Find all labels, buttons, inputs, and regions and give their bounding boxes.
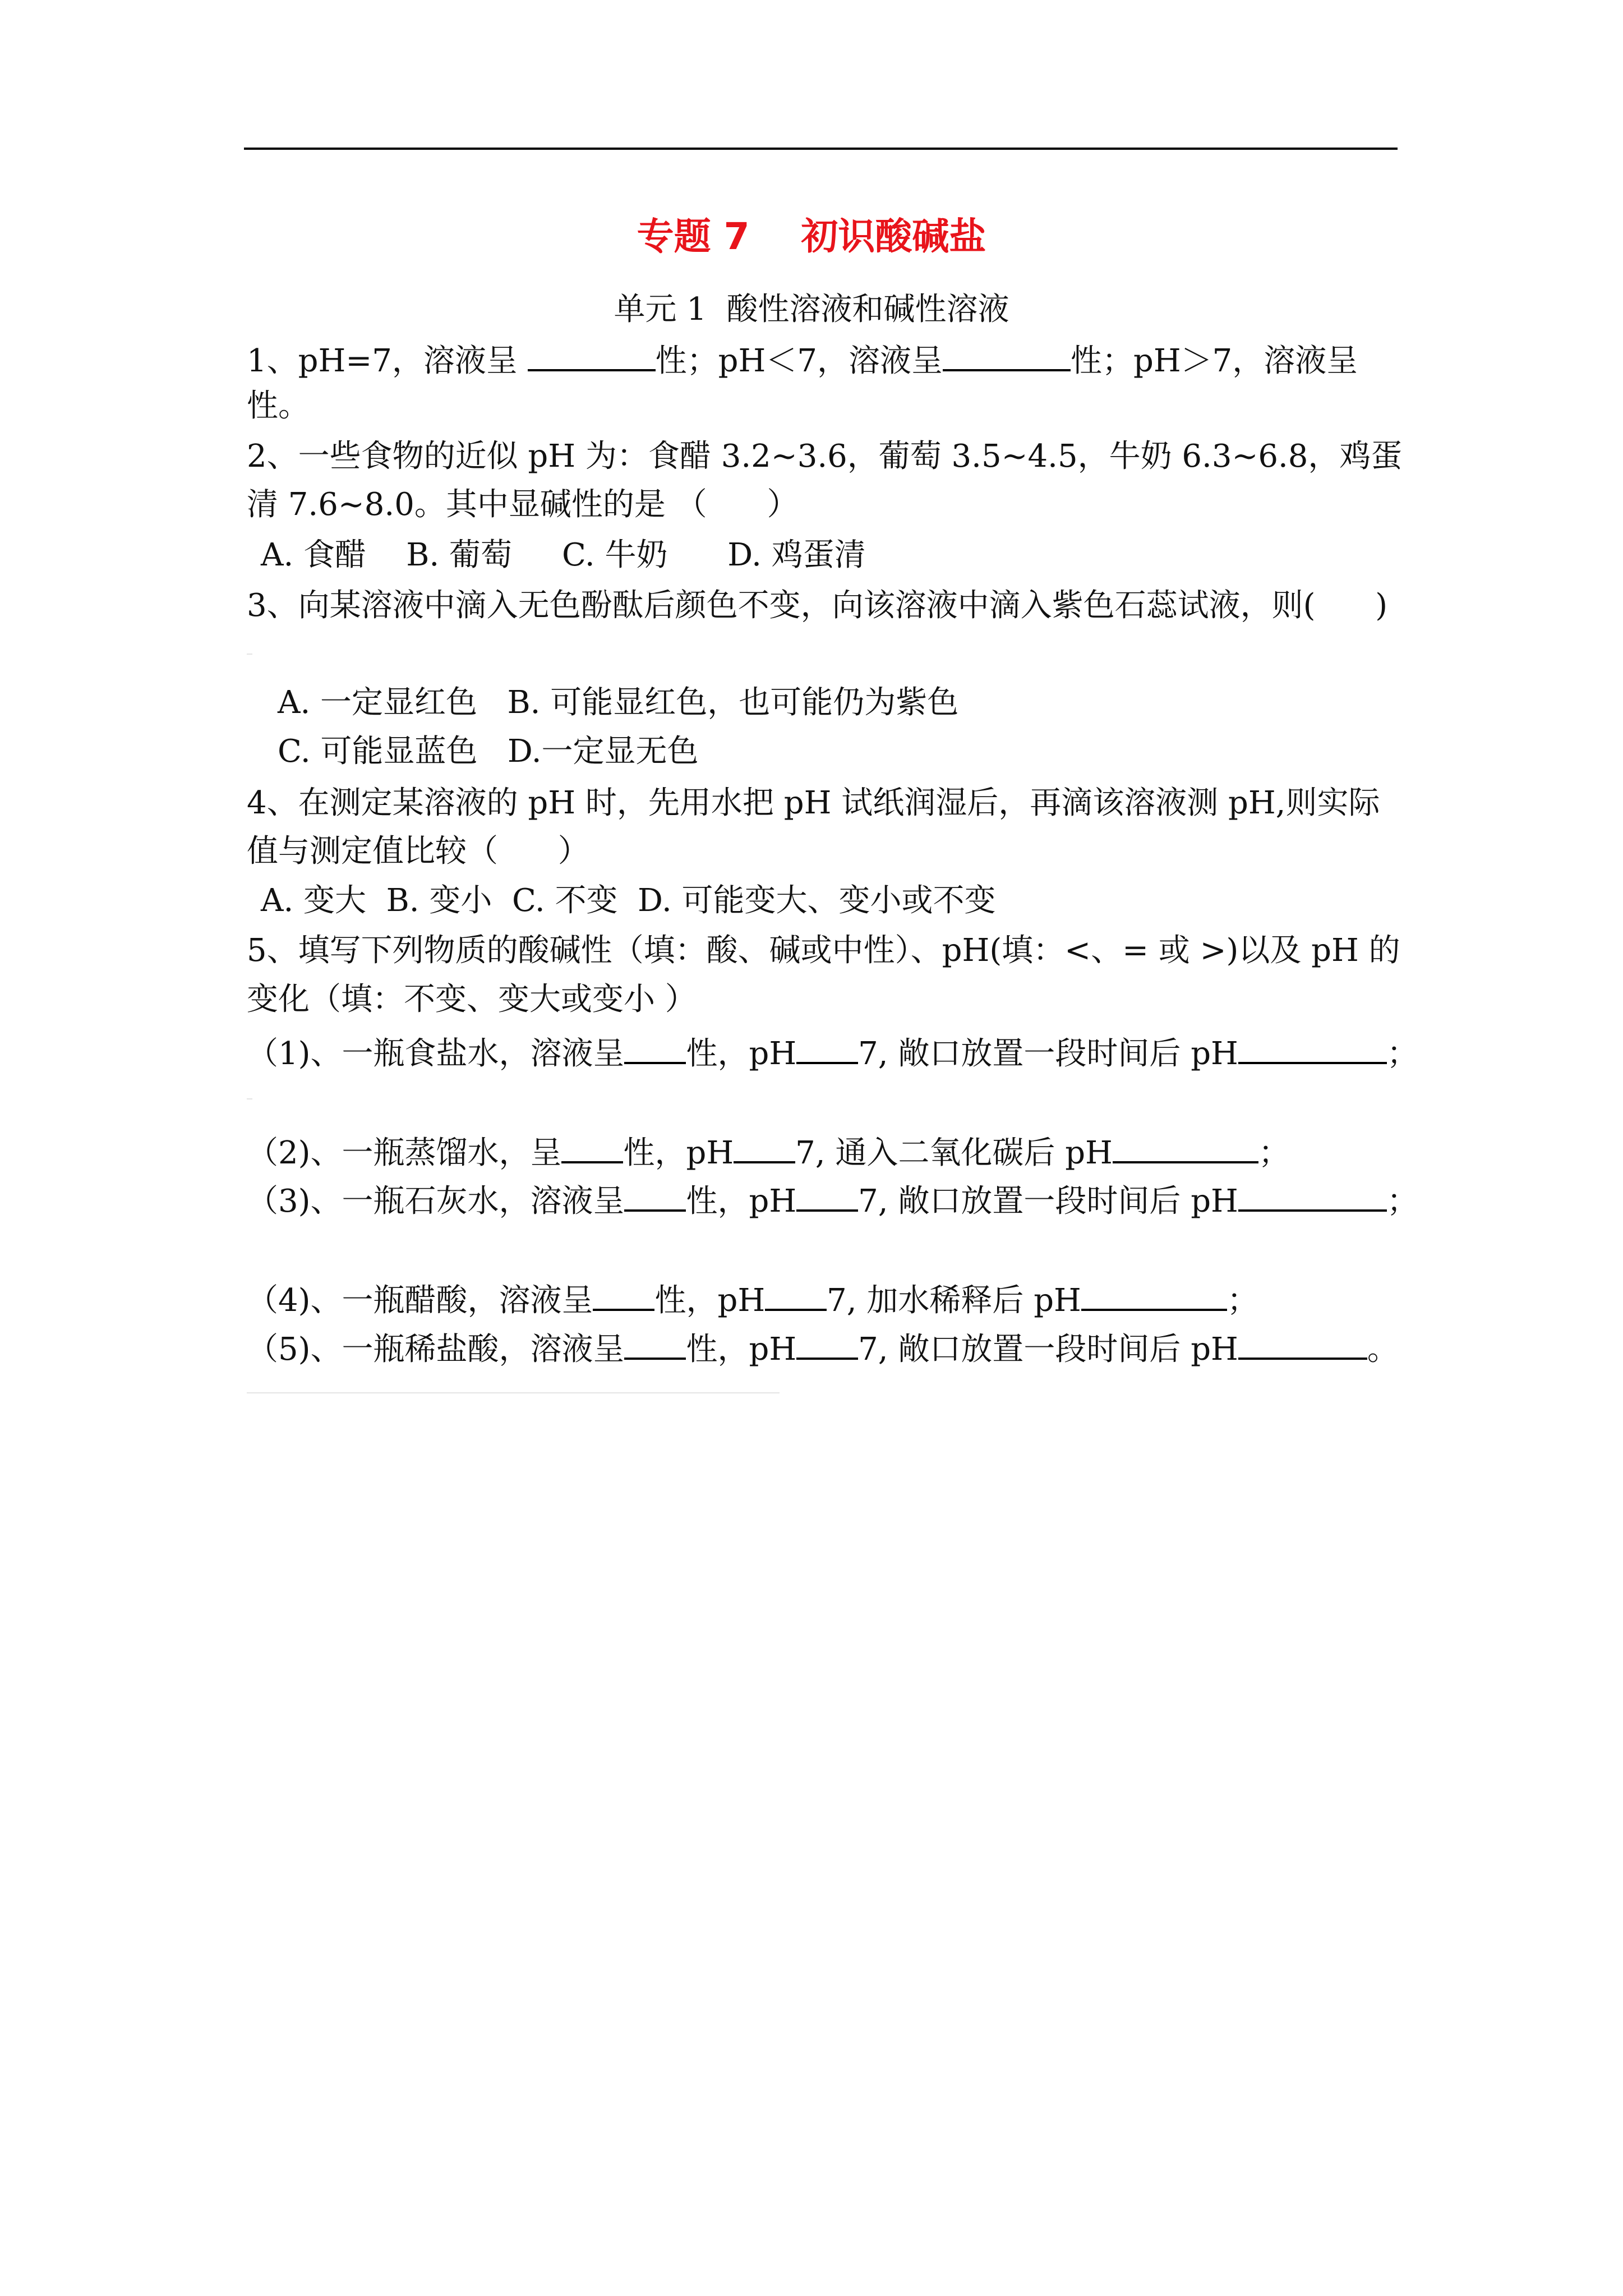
q5-item-3-text-b: 性，pH <box>686 1183 797 1220</box>
page-title: 专题 7 初识酸碱盐 <box>637 215 986 258</box>
q5-item-5-end: 。 <box>1367 1331 1399 1368</box>
q5-item-1-text-a: （1)、一瓶食盐水，溶液呈 <box>247 1036 625 1072</box>
q5-item-5-text-a: （5)、一瓶稀盐酸，溶液呈 <box>247 1331 625 1368</box>
q5-item-5-blank-nature[interactable] <box>624 1325 686 1360</box>
faint-mark <box>247 1098 252 1099</box>
q1-text-c: 性；pH＞7，溶液呈 <box>1070 343 1358 379</box>
q4-line-2: 值与测定值比较（ ） <box>247 833 589 869</box>
q5-item-1-blank-compare[interactable] <box>796 1029 858 1064</box>
q3-stem: 3、向某溶液中滴入无色酚酞后颜色不变，向该溶液中滴入紫色石蕊试液，则( ) <box>247 587 1388 624</box>
q5-item-1-blank-change[interactable] <box>1238 1029 1387 1064</box>
q3-options-cd: C. 可能显蓝色 D.一定显无色 <box>278 733 699 770</box>
q1-line-2: 性。 <box>247 388 310 424</box>
q1-blank-2[interactable] <box>943 337 1071 371</box>
q1-text-a: 1、pH=7，溶液呈 <box>247 343 528 379</box>
faint-dotted-line <box>247 1392 780 1393</box>
q5-item-1-text-c: 7, 敞口放置一段时间后 pH <box>858 1036 1238 1072</box>
q2-line-1: 2、一些食物的近似 pH 为：食醋 3.2~3.6，葡萄 3.5~4.5，牛奶 6.3~6.8，鸡蛋 <box>247 438 1403 475</box>
q5-item-2-blank-change[interactable] <box>1113 1129 1258 1163</box>
q2-line-2: 清 7.6~8.0。其中显碱性的是 （ ） <box>247 486 799 523</box>
q5-item-2 <box>247 1129 1290 1176</box>
q5-item-2-blank-nature[interactable] <box>561 1129 623 1163</box>
q5-item-4-blank-nature[interactable] <box>593 1276 654 1311</box>
q5-item-3-text-a: （3)、一瓶石灰水，溶液呈 <box>247 1183 625 1220</box>
q4-line-1: 4、在测定某溶液的 pH 时，先用水把 pH 试纸润湿后，再滴该溶液测 pH,则实际 <box>247 785 1380 821</box>
q5-item-2-text-b: 性，pH <box>623 1135 734 1171</box>
q5-item-2-text-c: 7, 通入二氧化碳后 pH <box>795 1135 1113 1171</box>
faint-mark <box>247 654 252 655</box>
q5-item-4-blank-change[interactable] <box>1081 1276 1227 1311</box>
q5-item-4 <box>247 1276 1258 1323</box>
q5-item-3-blank-change[interactable] <box>1238 1177 1387 1212</box>
q5-item-4-text-a: （4)、一瓶醋酸，溶液呈 <box>247 1282 593 1319</box>
q5-item-4-text-c: 7, 加水稀释后 pH <box>827 1282 1081 1319</box>
q5-item-1-blank-nature[interactable] <box>624 1029 686 1064</box>
q1-blank-1[interactable] <box>528 337 656 371</box>
q5-item-2-end: ； <box>1258 1135 1290 1171</box>
q5-item-2-blank-compare[interactable] <box>734 1129 795 1163</box>
q1-line-1 <box>247 337 1358 384</box>
q5-item-1-end: ； <box>1386 1036 1418 1072</box>
q5-line-2: 变化（填：不变、变大或变小 ） <box>247 981 697 1018</box>
q5-item-2-text-a: （2)、一瓶蒸馏水，呈 <box>247 1135 562 1171</box>
q5-item-3-end: ； <box>1386 1183 1418 1220</box>
q5-item-3-blank-nature[interactable] <box>624 1177 686 1212</box>
q5-item-3 <box>247 1177 1418 1224</box>
q5-item-4-end: ； <box>1227 1282 1258 1319</box>
q4-options: A. 变大 B. 变小 C. 不变 D. 可能变大、变小或不变 <box>261 882 996 919</box>
q5-item-5-text-b: 性，pH <box>686 1331 797 1368</box>
q5-item-5-blank-change[interactable] <box>1238 1325 1367 1360</box>
q5-item-3-blank-compare[interactable] <box>796 1177 858 1212</box>
q5-item-1-text-b: 性，pH <box>686 1036 797 1072</box>
q5-item-4-text-b: 性，pH <box>654 1282 766 1319</box>
q5-item-1 <box>247 1029 1418 1076</box>
header-rule <box>244 148 1398 150</box>
q5-item-5 <box>247 1325 1399 1372</box>
q5-item-5-text-c: 7, 敞口放置一段时间后 pH <box>858 1331 1238 1368</box>
q3-options-ab: A. 一定显红色 B. 可能显红色，也可能仍为紫色 <box>278 684 959 721</box>
q2-options: A. 食醋 B. 葡萄 C. 牛奶 D. 鸡蛋清 <box>261 537 866 573</box>
q5-item-3-text-c: 7, 敞口放置一段时间后 pH <box>858 1183 1238 1220</box>
unit-subtitle: 单元 1 酸性溶液和碱性溶液 <box>614 291 1009 328</box>
q1-text-b: 性；pH＜7，溶液呈 <box>655 343 943 379</box>
q5-item-5-blank-compare[interactable] <box>796 1325 858 1360</box>
q5-item-4-blank-compare[interactable] <box>765 1276 827 1311</box>
q5-line-1: 5、填写下列物质的酸碱性（填：酸、碱或中性）、pH(填：<、= 或 >)以及 pH 的 <box>247 932 1400 969</box>
